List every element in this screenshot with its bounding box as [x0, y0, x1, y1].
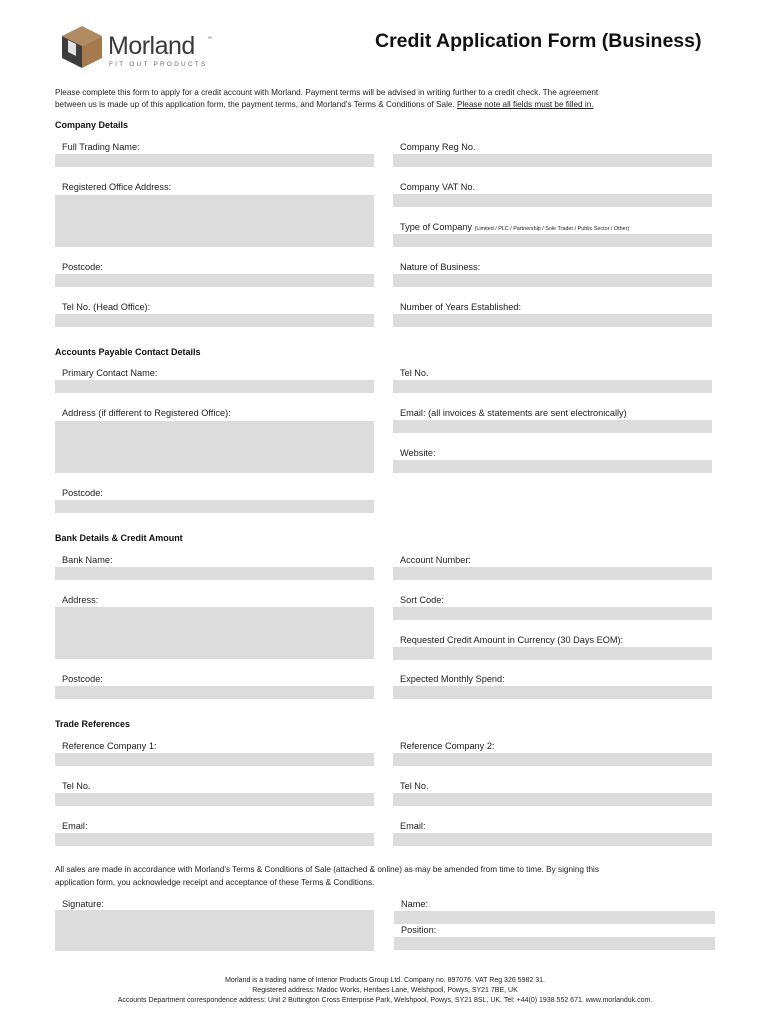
- label-accounts-tel: Tel No.: [400, 368, 429, 378]
- label-company-reg-no: Company Reg No.: [400, 142, 476, 152]
- intro-line-1: Please complete this form to apply for a credit account with Morland. Payment terms will be advised in writing further to a credit check. The agreement: [55, 88, 599, 97]
- tel-head-office-field[interactable]: [55, 314, 374, 327]
- terms-line-2: application form, you acknowledge receipt and acceptance of these Terms & Conditions.: [55, 878, 375, 887]
- label-name: Name:: [401, 899, 429, 909]
- terms-line-1: All sales are made in accordance with Morland’s Terms & Conditions of Sale (attached & online) as may be amended from time to time. By signing this: [55, 865, 599, 874]
- website-field[interactable]: [393, 460, 712, 473]
- section-trade-references: Trade References: [55, 719, 131, 729]
- label-type-of-company: [400, 222, 629, 232]
- label-company-vat-no: Company VAT No.: [400, 182, 476, 192]
- reference-company-2-field[interactable]: [393, 753, 712, 766]
- reference-company-1-field[interactable]: [55, 753, 374, 766]
- type-of-company-text: Type of Company: [400, 222, 475, 232]
- label-monthly-spend: Expected Monthly Spend:: [400, 674, 505, 684]
- logo-wordmark: Morland: [108, 32, 195, 60]
- label-registered-office-address: Registered Office Address:: [62, 182, 172, 192]
- footer-line-1: Morland is a trading name of Interior Products Group Ltd. Company no. 897076. VAT Reg 326 5982 31.: [225, 977, 545, 984]
- footer-line-2: Registered address: Madoc Works, Henfaes Lane, Welshpool, Powys, SY21 7BE, UK: [252, 987, 518, 994]
- label-primary-contact-name: Primary Contact Name:: [62, 368, 158, 378]
- label-sort-code: Sort Code:: [400, 595, 444, 605]
- section-accounts-payable: Accounts Payable Contact Details: [55, 347, 201, 357]
- reference-email-2-field[interactable]: [393, 833, 712, 846]
- credit-amount-field[interactable]: [393, 647, 712, 660]
- bank-address-field[interactable]: [55, 607, 374, 659]
- section-company-details: Company Details: [55, 120, 129, 130]
- label-reference-company-1: Reference Company 1:: [62, 741, 157, 751]
- page-title: Credit Application Form (Business): [375, 30, 702, 52]
- label-postcode: Postcode:: [62, 262, 103, 272]
- label-bank-postcode: Postcode:: [62, 674, 103, 684]
- accounts-tel-field[interactable]: [393, 380, 712, 393]
- label-accounts-email: Email: (all invoices & statements are sent electronically): [400, 408, 627, 418]
- company-reg-no-field[interactable]: [393, 154, 712, 167]
- label-reference-email-2: Email:: [400, 821, 426, 831]
- intro-line-2: [55, 99, 594, 112]
- label-account-number: Account Number:: [400, 555, 471, 565]
- reference-email-1-field[interactable]: [55, 833, 374, 846]
- label-website: Website:: [400, 448, 436, 458]
- accounts-address-field[interactable]: [55, 421, 374, 473]
- label-credit-amount: Requested Credit Amount in Currency (30 Days EOM):: [400, 635, 624, 645]
- morland-cube-icon: [60, 24, 104, 70]
- type-of-company-field[interactable]: [393, 234, 712, 247]
- logo-trademark: ™: [207, 36, 212, 42]
- sort-code-field[interactable]: [393, 607, 712, 620]
- company-postcode-field[interactable]: [55, 274, 374, 287]
- company-vat-no-field[interactable]: [393, 194, 712, 207]
- label-reference-tel-2: Tel No.: [400, 781, 429, 791]
- type-of-company-options: (Limited / PLC / Partnership / Sole Trader / Public Sector / Other): [474, 226, 630, 232]
- section-bank-details: Bank Details & Credit Amount: [55, 533, 183, 543]
- label-trading-name: Full Trading Name:: [62, 142, 140, 152]
- label-years-established: Number of Years Established:: [400, 302, 522, 312]
- label-reference-email-1: Email:: [62, 821, 88, 831]
- signature-box[interactable]: [55, 910, 374, 951]
- bank-name-field[interactable]: [55, 567, 374, 580]
- morland-logo: [60, 24, 220, 72]
- registered-office-address-field[interactable]: [55, 195, 374, 247]
- bank-postcode-field[interactable]: [55, 686, 374, 699]
- logo-tagline: FIT OUT PRODUCTS: [109, 61, 208, 68]
- intro-note: Please note all fields must be filled in.: [457, 100, 594, 109]
- label-reference-company-2: Reference Company 2:: [400, 741, 495, 751]
- label-tel-head-office: Tel No. (Head Office):: [62, 302, 151, 312]
- accounts-postcode-field[interactable]: [55, 500, 374, 513]
- name-field[interactable]: [394, 911, 715, 924]
- account-number-field[interactable]: [393, 567, 712, 580]
- accounts-email-field[interactable]: [393, 420, 712, 433]
- position-field[interactable]: [394, 937, 715, 950]
- nature-of-business-field[interactable]: [393, 274, 712, 287]
- label-position: Position:: [401, 925, 437, 935]
- intro-line-2-text: between us is made up of this application form, the payment terms, and Morland’s Terms & Conditions of Sale.: [55, 100, 457, 109]
- primary-contact-name-field[interactable]: [55, 380, 374, 393]
- label-bank-name: Bank Name:: [62, 555, 113, 565]
- years-established-field[interactable]: [393, 314, 712, 327]
- reference-tel-2-field[interactable]: [393, 793, 712, 806]
- trading-name-field[interactable]: [55, 154, 374, 167]
- label-signature: Signature:: [62, 899, 104, 909]
- reference-tel-1-field[interactable]: [55, 793, 374, 806]
- footer-line-3: Accounts Department correspondence address: Unit 2 Buttington Cross Enterprise Park, Welshpool, Powys, SY21 8SL, UK. Tel: +44(0) 1938 552 671. www.morlanduk.com.: [117, 997, 653, 1004]
- label-bank-address: Address:: [62, 595, 99, 605]
- label-reference-tel-1: Tel No.: [62, 781, 91, 791]
- label-accounts-postcode: Postcode:: [62, 488, 103, 498]
- label-nature-of-business: Nature of Business:: [400, 262, 481, 272]
- label-accounts-address: Address (if different to Registered Office):: [62, 408, 231, 418]
- monthly-spend-field[interactable]: [393, 686, 712, 699]
